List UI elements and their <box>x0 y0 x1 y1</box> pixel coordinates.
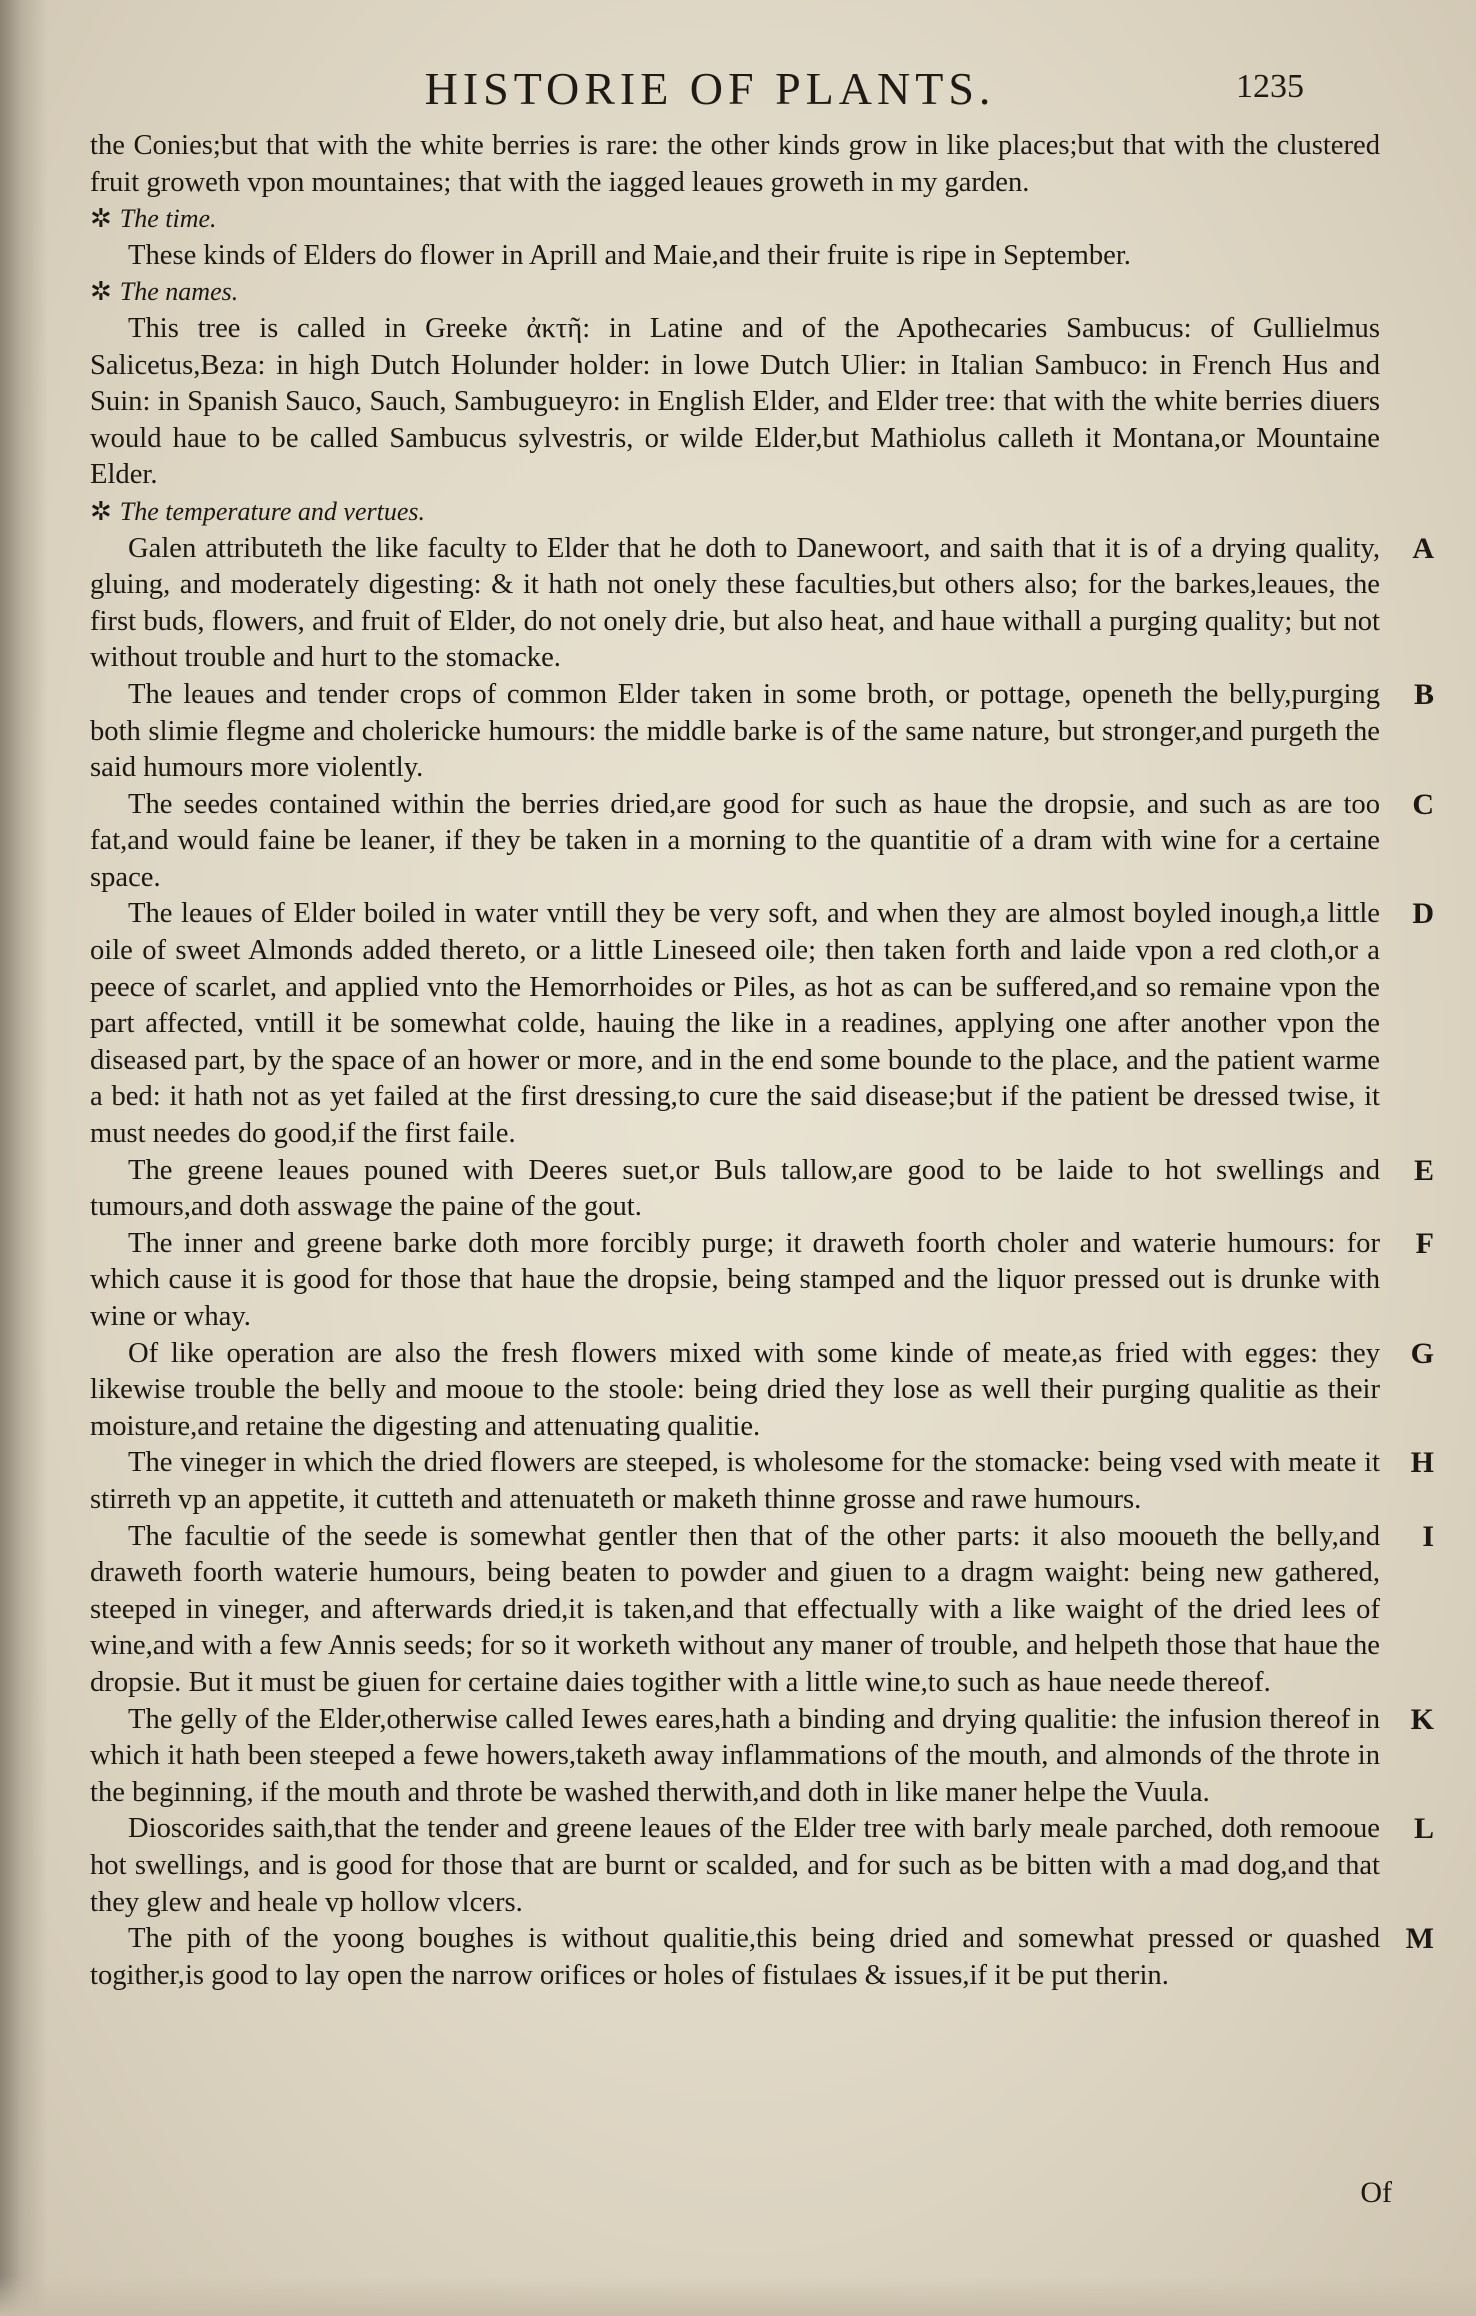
running-title: HISTORIE OF PLANTS. <box>424 63 996 114</box>
page-header <box>0 62 1476 132</box>
vertue-entry-h <box>90 1445 1434 1518</box>
margin-letter: E <box>1413 1153 1434 1187</box>
vertue-text: Galen attributeth the like faculty to Elder that he doth to Danewoort, and saith that it is of a drying quality, gluing, and moderately digesting: & it hath not onely these faculties,but others also; for the barkes,leaues, the first buds, flowers, and fruit of Elder, do not onely drie, but also heat, and haue withall a purging quality; but not without trouble and hurt to the stomacke. <box>90 532 1380 674</box>
vertue-text: The greene leaues pouned with Deeres suet,or Buls tallow,are good to be laide to hot swellings and tumours,and doth asswage the paine of the gout. <box>90 1154 1380 1223</box>
vertue-text: The vineger in which the dried flowers are steeped, is wholesome for the stomacke: being vsed with meate it stirreth vp an appetite, it cutteth and attenuateth or maketh thinne grosse and rawe humours. <box>90 1447 1380 1515</box>
vertue-text: The gelly of the Elder,otherwise called Iewes eares,hath a binding and drying qualitie: the infusion thereof in which it hath been steeped a fewe howers,taketh away inflammations of the mouth, and almonds of the throte in the beginning, if the mouth and throte be washed therwith,and doth in like maner helpe the Vuula. <box>90 1703 1380 1808</box>
vertue-text: The inner and greene barke doth more forcibly purge; it draweth foorth choler and waterie humours: for which cause it is good for those that haue the dropsie, being stamped and the liquor pressed out is drunke with wine or whay. <box>90 1227 1380 1332</box>
section-heading-names: ✲ The names. <box>90 277 239 307</box>
vertue-text: The seedes contained within the berries dried,are good for such as haue the dropsie, and such as are too fat,and would faine be leaner, if they be taken in a morning to the quantitie of a dram with wine for a certaine space. <box>90 788 1380 893</box>
vertue-entry-g <box>90 1336 1434 1446</box>
asterism-icon: ✲ <box>90 204 112 234</box>
catchword: Of <box>1360 2176 1392 2209</box>
page-bottom-edge <box>0 2276 1476 2316</box>
paragraph-names: This tree is called in Greeke ἀκτῆ: in Latine and of the Apothecaries Sambucus: of Gullielmus Salicetus,Beza: in high Dutch Holunder holder: in lowe Dutch Ulier: in Italian Sambuco: in French Hus and Suin: in Spanish Sauco, Sauch, Sambugueyro: in English Elder, and Elder tree: that with the white berries diuers would haue to be called Sambucus sylvestris, or wilde Elder,but Mathiolus calleth it Montana,or Mountaine Elder. <box>90 312 1380 491</box>
margin-letter: G <box>1410 1336 1434 1370</box>
vertue-entry-d <box>90 896 1434 1152</box>
section-heading-time: ✲ The time. <box>90 204 217 234</box>
vertue-entry-l <box>90 1811 1434 1921</box>
page-gutter-shadow <box>0 0 48 2316</box>
vertue-text: The leaues and tender crops of common Elder taken in some broth, or pottage, openeth the belly,purging both slimie flegme and cholericke humours: the middle barke is of the same nature, but stronger,and purgeth the said humours more violently. <box>90 678 1380 784</box>
vertue-text: The pith of the yoong boughes is without qualitie,this being dried and somewhat pressed or quashed togither,is good to lay open the narrow orifices or holes of fistulaes & issues,if it be put therin. <box>90 1923 1380 1991</box>
vertue-text: The leaues of Elder boiled in water vntill they be very soft, and when they are almost boyled inough,a little oile of sweet Almonds added thereto, or a little Lineseed oile; then taken forth and laide vpon a red cloth,or a peece of scarlet, and applied vnto the Hemorrhoides or Piles, as hot as can be suffered,and so remaine vpon the part affected, vntill it be somewhat colde, hauing the like in a readines, applying one after another vpon the diseased part, by the space of an hower or more, and in the end some bounde to the place, and the patient warme a bed: it hath not as yet failed at the first dressing,to cure the said disease;but if the patient be dressed twise, it must needes do good,if the first faile. <box>90 898 1380 1150</box>
vertue-entry-c <box>90 787 1434 897</box>
asterism-icon: ✲ <box>90 277 112 307</box>
margin-letter: B <box>1413 677 1434 711</box>
margin-letter: F <box>1415 1226 1434 1260</box>
margin-letter: K <box>1410 1702 1434 1736</box>
margin-letter: L <box>1413 1812 1434 1846</box>
vertue-text: Dioscorides saith,that the tender and greene leaues of the Elder tree with barly meale parched, doth remooue hot swellings, and is good for those that are burnt or scalded, and for such as be bitten with a mad dog,and that they glew and heale vp hollow vlcers. <box>90 1813 1380 1918</box>
vertue-entry-a <box>90 531 1434 677</box>
vertue-entry-k <box>90 1702 1434 1812</box>
vertue-entry-i <box>90 1519 1434 1702</box>
vertue-entry-e <box>90 1153 1434 1226</box>
vertue-entry-b <box>90 677 1434 787</box>
margin-letter: C <box>1412 787 1434 821</box>
page-number: 1235 <box>1236 68 1304 105</box>
vertue-text: Of like operation are also the fresh flowers mixed with some kinde of meate,as fried with egges: they likewise trouble the belly and mooue to the stoole: being dried they lose as well their purging qualitie as their moisture,and retaine the digesting and attenuating qualitie. <box>90 1337 1380 1442</box>
margin-letter: A <box>1412 531 1434 565</box>
margin-letter: H <box>1410 1446 1434 1480</box>
vertue-entry-f <box>90 1226 1434 1336</box>
paragraph-continuation: the Conies;but that with the white berries is rare: the other kinds grow in like places;but that with the clustered fruit groweth vpon mountaines; that with the iagged leaues groweth in my garden. <box>90 130 1380 198</box>
vertue-text: The facultie of the seede is somewhat gentler then that of the other parts: it also mooueth the belly,and draweth foorth waterie humours, being beaten to powder and giuen to a dragm waight: being new gathered, steeped in vineger, and afterwards dried,it is taken,and that effectually with a like waight of the dried lees of wine,and with a few Annis seeds; for so it worketh without any maner of trouble, and helpeth those that haue the dropsie. But it must be giuen for certaine daies togither with a little wine,to such as haue neede thereof. <box>90 1520 1380 1698</box>
margin-letter: D <box>1412 897 1434 931</box>
body-text <box>90 128 1434 1994</box>
vertue-entry-m <box>90 1921 1434 1994</box>
section-heading-temperature: ✲ The temperature and vertues. <box>90 496 425 526</box>
margin-letter: M <box>1405 1922 1434 1956</box>
asterism-icon: ✲ <box>90 496 112 526</box>
margin-letter: I <box>1422 1519 1434 1553</box>
paragraph-time: These kinds of Elders do flower in Aprill and Maie,and their fruite is ripe in September. <box>128 239 1131 271</box>
